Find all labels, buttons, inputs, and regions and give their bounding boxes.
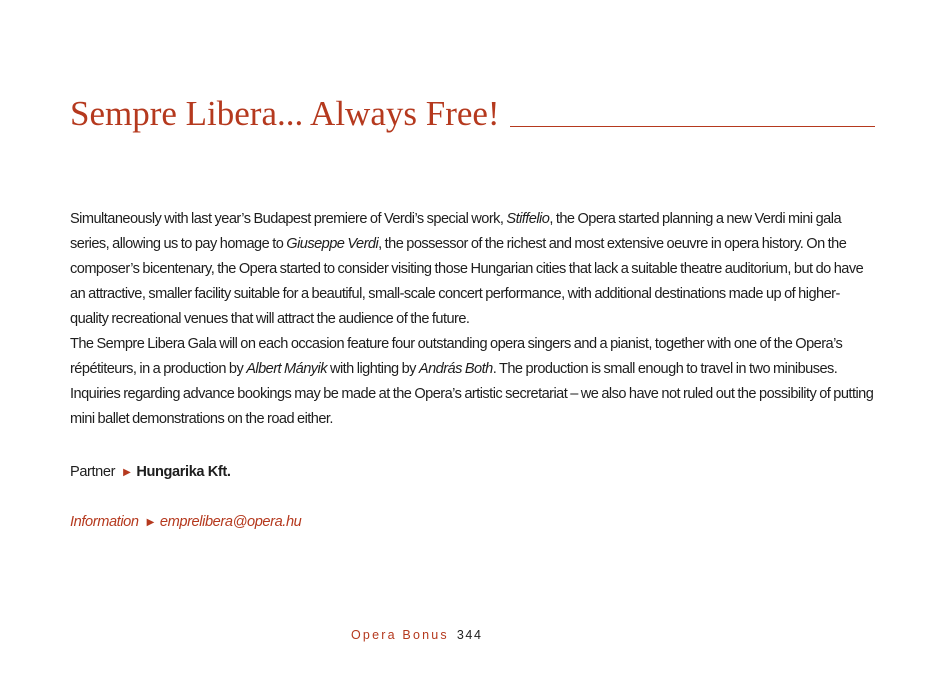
information-email-link[interactable]: emprelibera@opera.hu [159,514,302,530]
partner-line [70,460,231,486]
text-run: , the Opera started planning a new Verdi mini gala series, allowing us to pay homage to [70,211,842,252]
paragraph-gala [70,332,878,432]
name-giuseppe-verdi: Giuseppe Verdi [286,236,379,252]
body-text [70,207,878,432]
partner-name: Hungarika Kft. [136,464,231,480]
page-footer [351,625,483,645]
text-run: . The production is small enough to travel in two minibuses. Inquiries regarding advance bookings may be made at the Opera’s artistic secretariat – we also have not ruled out the possibility of putting mini ballet demonstrations on the road either. [70,361,874,427]
information-label: Information [70,514,139,530]
page-title: Sempre Libera... Always Free! [70,94,500,133]
text-run: The Sempre Libera Gala will on each occasion feature four outstanding opera singers and a pianist, together with one of the Opera’s répétiteurs, in a production by [70,336,843,377]
triangle-right-icon: ▶ [123,467,131,478]
paragraph-intro [70,207,878,332]
page-number: 344 [456,628,483,642]
name-andras-both: András Both [418,361,493,377]
text-run: Simultaneously with last year’s Budapest premiere of Verdi’s special work, [70,211,507,227]
text-run: with lighting by [326,361,419,377]
information-line [70,510,301,536]
triangle-right-icon: ▶ [146,517,154,528]
footer-section-title: Opera Bonus [351,628,449,642]
partner-label: Partner [70,464,116,480]
page-header [70,92,875,136]
title-rule [510,126,875,127]
work-title-stiffelio: Stiffelio [506,211,550,227]
text-run: , the possessor of the richest and most extensive oeuvre in opera history. On the composer’s bicentenary, the Opera started to consider visiting those Hungarian cities that lack a suitable theatre auditorium, but do have an attractive, smaller facility suitable for a beautiful, small-scale concert performance, with additional destinations made up of higher-quality recreational venues that will attract the audience of the future. [70,236,864,327]
name-albert-manyik: Albert Mányik [246,361,327,377]
